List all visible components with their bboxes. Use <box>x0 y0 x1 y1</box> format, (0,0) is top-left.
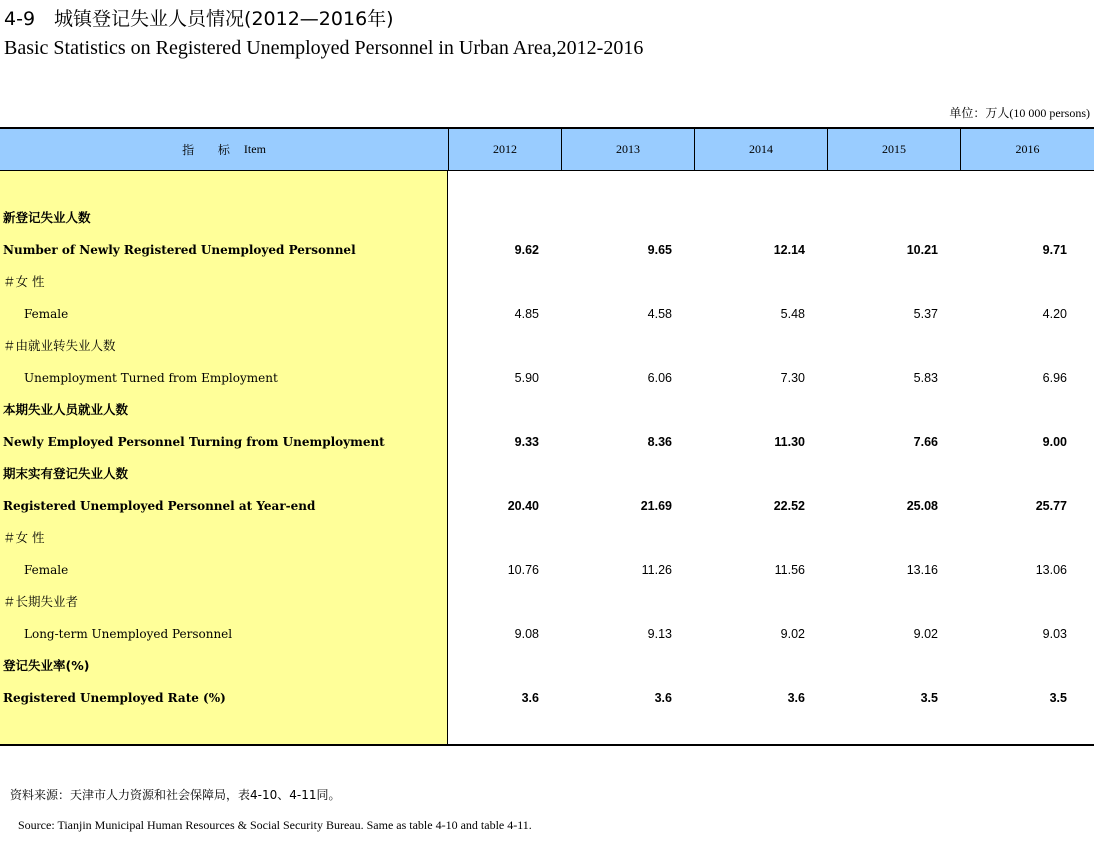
cell-value-2014: 11.30 <box>774 435 805 449</box>
cell-value-2014 <box>695 522 805 554</box>
cell-value-2012: 9.08 <box>514 627 539 641</box>
cell-value-2013 <box>562 266 672 298</box>
table-row <box>0 554 1094 586</box>
cell-value-2015: 7.66 <box>913 435 938 449</box>
row-label: Female <box>24 563 69 577</box>
table-row <box>0 586 1094 618</box>
cell-value-2016 <box>961 394 1067 426</box>
cell-value-2013: 6.06 <box>647 371 672 385</box>
table-row <box>0 650 1094 682</box>
cell-value-2013: 11.26 <box>641 563 672 577</box>
cell-value-2012 <box>449 586 539 618</box>
table-row <box>0 682 1094 714</box>
cell-value-2015 <box>828 586 938 618</box>
row-label: Female <box>24 307 69 321</box>
unit-label-english: (10 000 persons) <box>1009 106 1090 120</box>
cell-value-2013 <box>562 650 672 682</box>
cell-value-2013: 8.36 <box>647 435 672 449</box>
cell-value-2013: 3.6 <box>654 691 672 705</box>
cell-value-2015: 5.37 <box>913 307 938 321</box>
row-label: ＃长期失业者 <box>3 594 79 609</box>
cell-value-2014: 9.02 <box>780 627 805 641</box>
table-row <box>0 266 1094 298</box>
cell-value-2015: 3.5 <box>920 691 938 705</box>
cell-value-2012 <box>449 330 539 362</box>
cell-value-2015 <box>828 394 938 426</box>
cell-value-2013 <box>562 458 672 490</box>
table-row <box>0 490 1094 522</box>
header-item-chinese: 指 标 <box>182 143 240 157</box>
page-title-english: Basic Statistics on Registered Unemployed Personnel in Urban Area,2012-2016 <box>4 37 644 59</box>
cell-value-2013: 4.58 <box>647 307 672 321</box>
source-note-chinese: 资料来源：天津市人力资源和社会保障局，表4-10、4-11同。 <box>10 788 341 802</box>
cell-value-2012 <box>449 522 539 554</box>
cell-value-2013 <box>562 330 672 362</box>
row-label: Long-term Unemployed Personnel <box>24 627 233 641</box>
row-label: Number of Newly Registered Unemployed Personnel <box>3 243 356 257</box>
cell-value-2014 <box>695 394 805 426</box>
table-row <box>0 362 1094 394</box>
cell-value-2016: 4.20 <box>1042 307 1067 321</box>
cell-value-2016 <box>961 266 1067 298</box>
table-row <box>0 202 1094 234</box>
table-row <box>0 458 1094 490</box>
row-label: ＃女 性 <box>3 274 45 289</box>
row-label: ＃由就业转失业人数 <box>3 338 116 353</box>
cell-value-2015: 10.21 <box>906 243 938 257</box>
cell-value-2014: 7.30 <box>780 371 805 385</box>
row-label: Registered Unemployed Personnel at Year-end <box>3 499 316 513</box>
header-year-2014: 2014 <box>694 129 827 170</box>
cell-value-2012 <box>449 202 539 234</box>
cell-value-2014: 22.52 <box>773 499 805 513</box>
cell-value-2016 <box>961 330 1067 362</box>
cell-value-2015 <box>828 650 938 682</box>
cell-value-2014 <box>695 650 805 682</box>
cell-value-2014: 11.56 <box>774 563 805 577</box>
header-item <box>0 129 448 170</box>
header-year-2015: 2015 <box>827 129 960 170</box>
cell-value-2013: 9.65 <box>647 243 672 257</box>
table-row <box>0 618 1094 650</box>
cell-value-2016: 9.00 <box>1042 435 1067 449</box>
cell-value-2016 <box>961 458 1067 490</box>
cell-value-2012: 9.62 <box>514 243 539 257</box>
cell-value-2012 <box>449 394 539 426</box>
cell-value-2012 <box>449 458 539 490</box>
cell-value-2016: 25.77 <box>1035 499 1067 513</box>
header-year-2012: 2012 <box>448 129 561 170</box>
cell-value-2015 <box>828 266 938 298</box>
cell-value-2014 <box>695 330 805 362</box>
cell-value-2016: 13.06 <box>1035 563 1067 577</box>
cell-value-2013 <box>562 394 672 426</box>
row-label: 新登记失业人数 <box>3 210 91 225</box>
cell-value-2016: 9.71 <box>1042 243 1067 257</box>
row-label: 本期失业人员就业人数 <box>3 402 129 417</box>
cell-value-2012: 10.76 <box>507 563 539 577</box>
table-row <box>0 234 1094 266</box>
cell-value-2013: 21.69 <box>640 499 672 513</box>
cell-value-2013 <box>562 586 672 618</box>
cell-value-2012: 5.90 <box>514 371 539 385</box>
header-item-english: Item <box>243 142 266 156</box>
table-row <box>0 426 1094 458</box>
row-label: Newly Employed Personnel Turning from Unemployment <box>3 435 385 449</box>
cell-value-2013: 9.13 <box>647 627 672 641</box>
row-label: Unemployment Turned from Employment <box>24 371 278 385</box>
cell-value-2014: 3.6 <box>787 691 805 705</box>
cell-value-2016 <box>961 202 1067 234</box>
cell-value-2014: 12.14 <box>773 243 805 257</box>
cell-value-2015 <box>828 522 938 554</box>
cell-value-2015: 5.83 <box>913 371 938 385</box>
unit-label <box>949 104 1090 121</box>
cell-value-2015: 9.02 <box>913 627 938 641</box>
source-note-english: Source: Tianjin Municipal Human Resources & Social Security Bureau. Same as table 4-10 and table 4-11. <box>18 818 532 832</box>
table-row <box>0 298 1094 330</box>
cell-value-2016 <box>961 650 1067 682</box>
cell-value-2013 <box>562 522 672 554</box>
table-bottom-rule <box>0 744 1094 746</box>
table-row <box>0 522 1094 554</box>
cell-value-2016: 9.03 <box>1042 627 1067 641</box>
cell-value-2015: 13.16 <box>906 563 938 577</box>
cell-value-2014 <box>695 266 805 298</box>
row-label: 登记失业率(%) <box>3 658 90 673</box>
cell-value-2015: 25.08 <box>906 499 938 513</box>
cell-value-2016: 6.96 <box>1042 371 1067 385</box>
header-year-2016: 2016 <box>960 129 1094 170</box>
cell-value-2012: 3.6 <box>521 691 539 705</box>
row-label: Registered Unemployed Rate (%) <box>3 691 226 705</box>
row-label: 期末实有登记失业人数 <box>3 466 129 481</box>
cell-value-2012: 9.33 <box>514 435 539 449</box>
header-year-2013: 2013 <box>561 129 694 170</box>
table-row <box>0 394 1094 426</box>
cell-value-2012 <box>449 266 539 298</box>
row-label: ＃女 性 <box>3 530 45 545</box>
cell-value-2014 <box>695 586 805 618</box>
cell-value-2012: 20.40 <box>507 499 539 513</box>
cell-value-2014 <box>695 458 805 490</box>
cell-value-2012: 4.85 <box>514 307 539 321</box>
cell-value-2016: 3.5 <box>1049 691 1067 705</box>
unit-label-chinese: 单位：万人 <box>949 106 1010 120</box>
cell-value-2016 <box>961 522 1067 554</box>
cell-value-2015 <box>828 330 938 362</box>
cell-value-2014: 5.48 <box>780 307 805 321</box>
statistics-table <box>0 127 1094 747</box>
cell-value-2015 <box>828 458 938 490</box>
cell-value-2014 <box>695 202 805 234</box>
cell-value-2015 <box>828 202 938 234</box>
cell-value-2012 <box>449 650 539 682</box>
cell-value-2013 <box>562 202 672 234</box>
table-row <box>0 330 1094 362</box>
page-title-chinese: 4-9 城镇登记失业人员情况(2012—2016年) <box>4 8 394 30</box>
cell-value-2016 <box>961 586 1067 618</box>
table-header-row <box>0 129 1094 171</box>
